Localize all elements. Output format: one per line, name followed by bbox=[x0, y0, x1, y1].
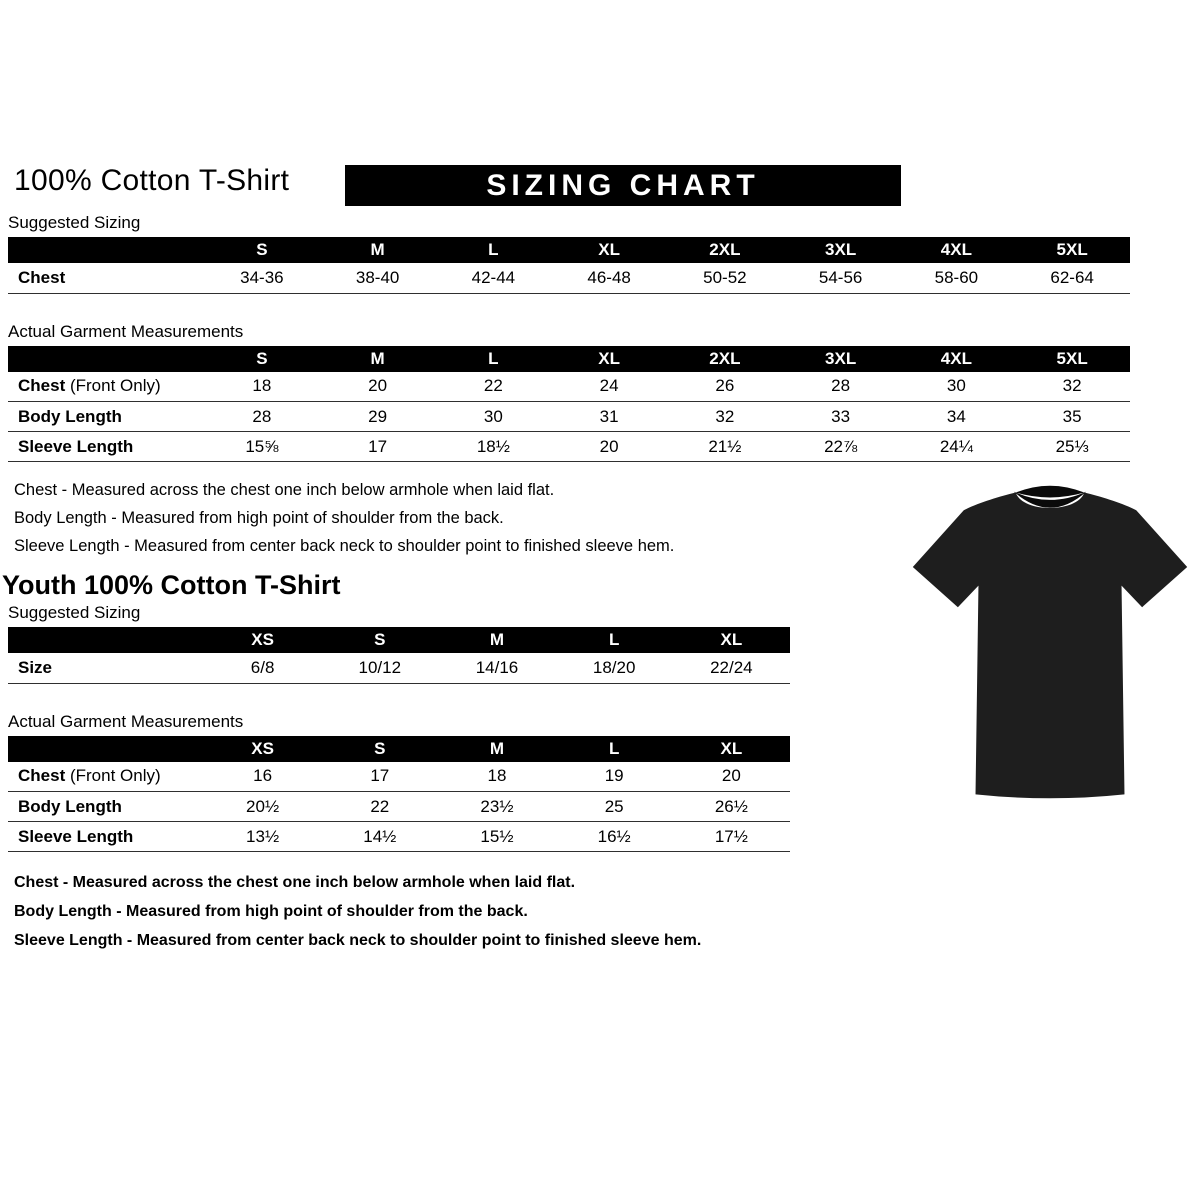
measurement-cell: 15½ bbox=[438, 822, 555, 852]
measurement-cell: 16 bbox=[204, 762, 321, 792]
tshirt-image bbox=[903, 468, 1197, 816]
size-column-header: L bbox=[556, 736, 673, 762]
row-label: Sleeve Length bbox=[8, 432, 204, 462]
measurement-cell: 10/12 bbox=[321, 653, 438, 683]
table-row bbox=[8, 263, 1130, 293]
measurement-cell: 18 bbox=[204, 372, 320, 402]
measurement-cell: 18½ bbox=[436, 432, 552, 462]
measurement-cell: 17 bbox=[320, 432, 436, 462]
note-sleeve-length: Sleeve Length - Measured from center back neck to shoulder point to finished sleeve hem. bbox=[14, 537, 675, 555]
measurement-cell: 18 bbox=[438, 762, 555, 792]
measurement-cell: 18/20 bbox=[556, 653, 673, 683]
measurement-cell: 17½ bbox=[673, 822, 790, 852]
measurement-cell: 28 bbox=[204, 402, 320, 432]
header-label-cell bbox=[8, 736, 204, 762]
measurement-cell: 14/16 bbox=[438, 653, 555, 683]
row-label: Chest (Front Only) bbox=[8, 762, 204, 792]
measurement-cell: 58-60 bbox=[899, 263, 1015, 293]
size-column-header: 4XL bbox=[899, 237, 1015, 263]
size-column-header: M bbox=[320, 346, 436, 372]
measurement-cell: 14½ bbox=[321, 822, 438, 852]
table-row bbox=[8, 372, 1130, 402]
table-header-row bbox=[8, 346, 1130, 372]
size-column-header: XS bbox=[204, 736, 321, 762]
measurement-cell: 22⅞ bbox=[783, 432, 899, 462]
header-label-cell bbox=[8, 237, 204, 263]
adult-actual-measurements-label: Actual Garment Measurements bbox=[8, 321, 244, 341]
page-title: 100% Cotton T-Shirt bbox=[14, 164, 290, 197]
measurement-cell: 54-56 bbox=[783, 263, 899, 293]
row-label: Sleeve Length bbox=[8, 822, 204, 852]
youth-note-sleeve-length: Sleeve Length - Measured from center back neck to shoulder point to finished sleeve hem. bbox=[14, 932, 702, 949]
measurement-cell: 26½ bbox=[673, 792, 790, 822]
size-column-header: XS bbox=[204, 627, 321, 653]
table-row bbox=[8, 822, 790, 852]
measurement-cell: 32 bbox=[1014, 372, 1130, 402]
measurement-cell: 24 bbox=[551, 372, 667, 402]
measurement-cell: 20 bbox=[673, 762, 790, 792]
note-body-length: Body Length - Measured from high point of shoulder from the back. bbox=[14, 509, 504, 527]
note-chest: Chest - Measured across the chest one inch below armhole when laid flat. bbox=[14, 481, 555, 499]
youth-actual-measurements-label: Actual Garment Measurements bbox=[8, 711, 244, 731]
size-column-header: 5XL bbox=[1014, 346, 1130, 372]
measurement-cell: 13½ bbox=[204, 822, 321, 852]
table-header-row bbox=[8, 627, 790, 653]
sizing-chart-banner-text: SIZING CHART bbox=[486, 168, 760, 202]
size-column-header: XL bbox=[673, 627, 790, 653]
tshirt-body-shape bbox=[913, 493, 1187, 799]
measurement-cell: 34-36 bbox=[204, 263, 320, 293]
size-column-header: 4XL bbox=[899, 346, 1015, 372]
size-column-header: M bbox=[438, 736, 555, 762]
measurement-cell: 20 bbox=[320, 372, 436, 402]
measurement-cell: 38-40 bbox=[320, 263, 436, 293]
measurement-cell: 19 bbox=[556, 762, 673, 792]
size-column-header: XL bbox=[673, 736, 790, 762]
adult-suggested-sizing-label: Suggested Sizing bbox=[8, 213, 141, 232]
size-column-header: XL bbox=[551, 237, 667, 263]
measurement-cell: 30 bbox=[899, 372, 1015, 402]
size-column-header: 2XL bbox=[667, 237, 783, 263]
size-column-header: M bbox=[320, 237, 436, 263]
size-column-header: L bbox=[436, 237, 552, 263]
measurement-cell: 30 bbox=[436, 402, 552, 432]
measurement-cell: 62-64 bbox=[1014, 263, 1130, 293]
measurement-cell: 31 bbox=[551, 402, 667, 432]
table-row bbox=[8, 653, 790, 683]
size-column-header: L bbox=[556, 627, 673, 653]
youth-note-chest: Chest - Measured across the chest one inch below armhole when laid flat. bbox=[14, 874, 576, 891]
measurement-cell: 42-44 bbox=[436, 263, 552, 293]
measurement-cell: 22 bbox=[321, 792, 438, 822]
measurement-cell: 46-48 bbox=[551, 263, 667, 293]
measurement-cell: 17 bbox=[321, 762, 438, 792]
adult-actual-measurements-table bbox=[8, 346, 1130, 463]
measurement-cell: 25 bbox=[556, 792, 673, 822]
measurement-cell: 20 bbox=[551, 432, 667, 462]
header-label-cell bbox=[8, 346, 204, 372]
adult-suggested-sizing-table bbox=[8, 237, 1130, 294]
size-column-header: XL bbox=[551, 346, 667, 372]
size-column-header: S bbox=[204, 237, 320, 263]
youth-note-body-length: Body Length - Measured from high point of shoulder from the back. bbox=[14, 903, 528, 920]
measurement-cell: 22 bbox=[436, 372, 552, 402]
size-column-header: M bbox=[438, 627, 555, 653]
table-header-row bbox=[8, 237, 1130, 263]
size-column-header: S bbox=[204, 346, 320, 372]
measurement-cell: 21½ bbox=[667, 432, 783, 462]
row-label: Chest bbox=[8, 263, 204, 293]
table-row bbox=[8, 432, 1130, 462]
measurement-cell: 15⅝ bbox=[204, 432, 320, 462]
row-label: Body Length bbox=[8, 402, 204, 432]
youth-section-title: Youth 100% Cotton T-Shirt bbox=[2, 570, 341, 600]
size-column-header: 3XL bbox=[783, 237, 899, 263]
measurement-cell: 50-52 bbox=[667, 263, 783, 293]
measurement-cell: 26 bbox=[667, 372, 783, 402]
youth-suggested-sizing-table bbox=[8, 627, 790, 684]
measurement-cell: 35 bbox=[1014, 402, 1130, 432]
table-header-row bbox=[8, 736, 790, 762]
table-row bbox=[8, 762, 790, 792]
measurement-cell: 28 bbox=[783, 372, 899, 402]
youth-actual-measurements-table bbox=[8, 736, 790, 853]
measurement-cell: 20½ bbox=[204, 792, 321, 822]
measurement-cell: 34 bbox=[899, 402, 1015, 432]
size-column-header: S bbox=[321, 627, 438, 653]
row-label: Size bbox=[8, 653, 204, 683]
youth-suggested-sizing-label: Suggested Sizing bbox=[8, 603, 141, 622]
youth-measurement-notes bbox=[14, 868, 1200, 955]
header-label-cell bbox=[8, 627, 204, 653]
measurement-cell: 25⅓ bbox=[1014, 432, 1130, 462]
measurement-cell: 23½ bbox=[438, 792, 555, 822]
row-label: Body Length bbox=[8, 792, 204, 822]
tshirt-back-collar bbox=[1016, 486, 1085, 498]
measurement-cell: 33 bbox=[783, 402, 899, 432]
measurement-cell: 16½ bbox=[556, 822, 673, 852]
size-column-header: 2XL bbox=[667, 346, 783, 372]
sizing-chart-banner bbox=[345, 165, 901, 206]
size-column-header: 5XL bbox=[1014, 237, 1130, 263]
row-label: Chest (Front Only) bbox=[8, 372, 204, 402]
measurement-cell: 29 bbox=[320, 402, 436, 432]
measurement-cell: 24¼ bbox=[899, 432, 1015, 462]
measurement-cell: 6/8 bbox=[204, 653, 321, 683]
measurement-cell: 22/24 bbox=[673, 653, 790, 683]
table-row bbox=[8, 792, 790, 822]
measurement-cell: 32 bbox=[667, 402, 783, 432]
size-column-header: L bbox=[436, 346, 552, 372]
size-column-header: S bbox=[321, 736, 438, 762]
table-row bbox=[8, 402, 1130, 432]
size-column-header: 3XL bbox=[783, 346, 899, 372]
